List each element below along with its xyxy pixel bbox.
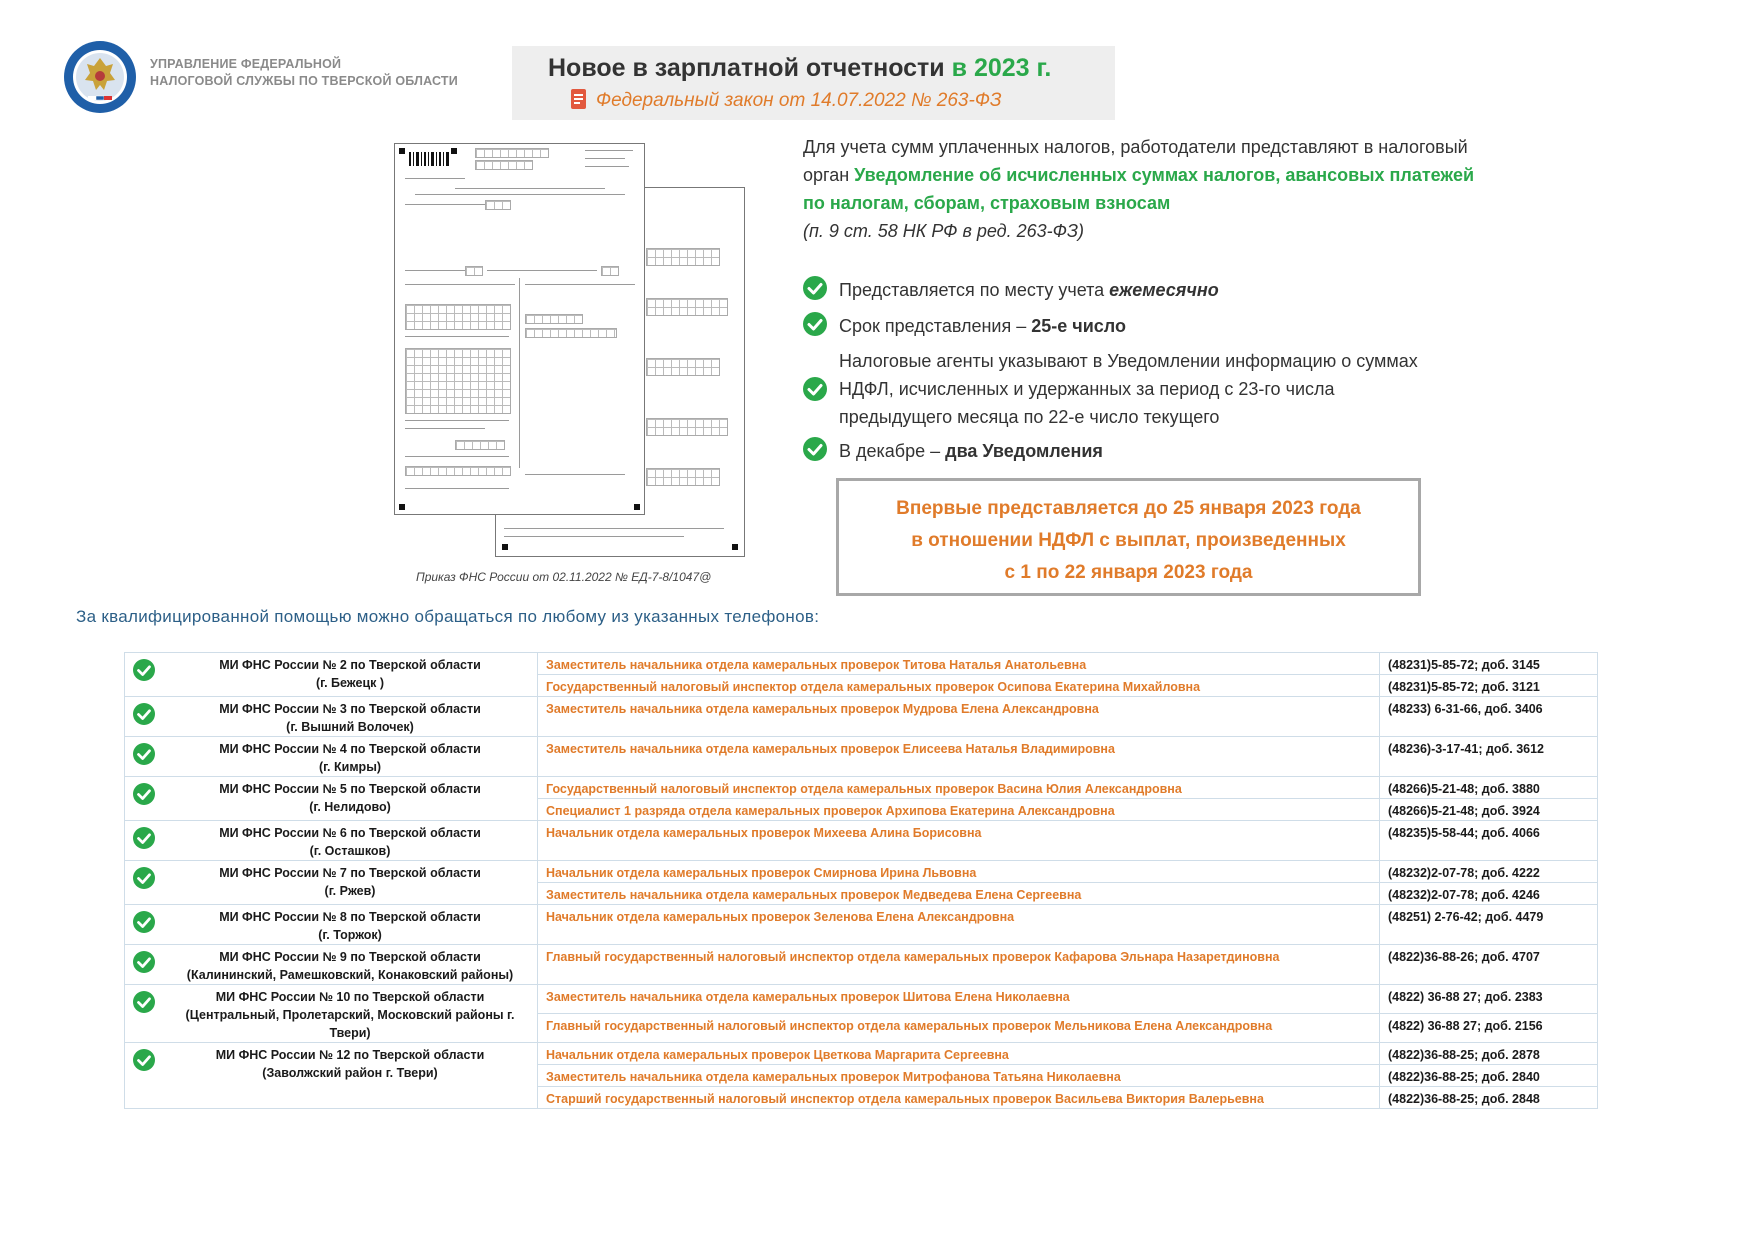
- contact-person: Заместитель начальника отдела камеральных проверок Митрофанова Татьяна Николаевна: [538, 1065, 1380, 1087]
- bullet-text: Срок представления –: [839, 316, 1032, 336]
- contact-person: Главный государственный налоговый инспектор отдела камеральных проверок Кафарова Эльнара Назаретдиновна: [538, 945, 1380, 985]
- document-icon: [570, 88, 588, 110]
- notice-line2: в отношении НДФЛ с выплат, произведенных: [911, 530, 1346, 551]
- office-name: МИ ФНС России № 5 по Тверской области: [219, 782, 481, 796]
- contact-person: Начальник отдела камеральных проверок Зеленова Елена Александровна: [538, 905, 1380, 945]
- table-row: [125, 821, 1598, 861]
- table-row: [125, 905, 1598, 945]
- contacts-table: [124, 652, 1598, 1109]
- contact-person: Государственный налоговый инспектор отдела камеральных проверок Васина Юлия Александровна: [538, 777, 1380, 799]
- contact-phone: (48232)2-07-78; доб. 4222: [1380, 861, 1598, 883]
- notification-name: Уведомление об исчисленных суммах налогов, авансовых платежей по налогам, сборам, страховым взносам: [803, 165, 1475, 213]
- form-thumbnail-page1: [394, 143, 645, 515]
- checkmark-icon: [133, 1049, 155, 1071]
- table-row: [125, 861, 1598, 883]
- contact-person: Начальник отдела камеральных проверок Цветкова Маргарита Сергеевна: [538, 1043, 1380, 1065]
- office-area: (г. Кимры): [318, 760, 382, 774]
- help-heading: За квалифицированной помощью можно обращаться по любому из указанных телефонов:: [76, 607, 820, 626]
- contact-person: Заместитель начальника отдела камеральных проверок Мудрова Елена Александровна: [538, 697, 1380, 737]
- checkmark-icon: [133, 991, 155, 1013]
- contact-phone: (48232)2-07-78; доб. 4246: [1380, 883, 1598, 905]
- bullet-text: Налоговые агенты указывают в Уведомлении информацию о суммах НДФЛ, исчисленных и удержанных за период с 23-го числа предыдущего месяца по 22-е число текущего: [839, 351, 1418, 427]
- table-row: [125, 1043, 1598, 1065]
- contact-person: Заместитель начальника отдела камеральных проверок Елисеева Наталья Владимировна: [538, 737, 1380, 777]
- notice-line3: с 1 по 22 января 2023 года: [1004, 562, 1253, 583]
- office-name: МИ ФНС России № 6 по Тверской области: [219, 826, 481, 840]
- office-cell: [125, 777, 538, 821]
- contact-phone: (4822)36-88-25; доб. 2840: [1380, 1065, 1598, 1087]
- checkmark-icon: [133, 743, 155, 765]
- office-name: МИ ФНС России № 8 по Тверской области: [219, 910, 481, 924]
- office-cell: [125, 1043, 538, 1109]
- checkmark-icon: [133, 911, 155, 933]
- title-banner: [512, 46, 1115, 120]
- contact-phone: (4822)36-88-25; доб. 2848: [1380, 1087, 1598, 1109]
- organization-name: [150, 56, 458, 90]
- office-cell: [125, 737, 538, 777]
- contact-phone: (4822) 36-88 27; доб. 2383: [1380, 985, 1598, 1014]
- office-cell: [125, 945, 538, 985]
- office-cell: [125, 905, 538, 945]
- barcode-icon: [409, 152, 449, 166]
- office-area: (Центральный, Пролетарский, Московский районы г. Твери): [185, 1008, 515, 1040]
- contact-phone: (48266)5-21-48; доб. 3880: [1380, 777, 1598, 799]
- checkmark-icon: [803, 276, 827, 300]
- office-cell: [125, 985, 538, 1043]
- bullet-text: В декабре –: [839, 441, 946, 461]
- office-name: МИ ФНС России № 10 по Тверской области: [215, 990, 485, 1004]
- office-area: (г. Вышний Волочек): [286, 720, 414, 734]
- contact-person: Главный государственный налоговый инспектор отдела камеральных проверок Мельникова Елена Александровна: [538, 1014, 1380, 1043]
- bullet-strong: два Уведомления: [945, 441, 1103, 461]
- office-cell: [125, 821, 538, 861]
- contact-phone: (48233) 6-31-66, доб. 3406: [1380, 697, 1598, 737]
- fns-emblem-logo: [63, 40, 137, 114]
- law-subtitle: Федеральный закон от 14.07.2022 № 263-ФЗ: [596, 90, 1002, 111]
- office-name: МИ ФНС России № 4 по Тверской области: [219, 742, 481, 756]
- contact-person: Начальник отдела камеральных проверок Смирнова Ирина Львовна: [538, 861, 1380, 883]
- office-cell: [125, 653, 538, 697]
- contact-phone: (48251) 2-76-42; доб. 4479: [1380, 905, 1598, 945]
- notice-line1: Впервые представляется до 25 января 2023 года: [896, 498, 1361, 519]
- contact-phone: (48231)5-85-72; доб. 3121: [1380, 675, 1598, 697]
- legal-reference: (п. 9 ст. 58 НК РФ в ред. 263-ФЗ): [803, 221, 1084, 241]
- page-title: [548, 54, 1051, 83]
- checkmark-icon: [133, 659, 155, 681]
- page-title-year: в 2023 г.: [951, 54, 1052, 82]
- office-area: (г. Торжок): [318, 928, 382, 942]
- office-cell: [125, 861, 538, 905]
- contact-person: Начальник отдела камеральных проверок Михеева Алина Борисовна: [538, 821, 1380, 861]
- office-area: (Калининский, Рамешковский, Конаковский районы): [186, 968, 514, 982]
- office-name: МИ ФНС России № 2 по Тверской области: [219, 658, 481, 672]
- page-title-main: Новое в зарплатной отчетности: [548, 54, 952, 82]
- organization-name-line2: НАЛОГОВОЙ СЛУЖБЫ ПО ТВЕРСКОЙ ОБЛАСТИ: [150, 74, 458, 88]
- checkmark-icon: [803, 312, 827, 336]
- table-row: [125, 985, 1598, 1014]
- office-area: (Заволжский район г. Твери): [262, 1066, 438, 1080]
- office-name: МИ ФНС России № 3 по Тверской области: [219, 702, 481, 716]
- contact-person: Заместитель начальника отдела камеральных проверок Шитова Елена Николаевна: [538, 985, 1380, 1014]
- form-caption: Приказ ФНС России от 02.11.2022 № ЕД-7-8/1047@: [416, 570, 712, 584]
- checkmark-icon: [133, 703, 155, 725]
- contact-phone: (4822)36-88-26; доб. 4707: [1380, 945, 1598, 985]
- checkmark-icon: [803, 377, 827, 401]
- table-row: [125, 653, 1598, 675]
- contact-phone: (48235)5-58-44; доб. 4066: [1380, 821, 1598, 861]
- office-name: МИ ФНС России № 7 по Тверской области: [219, 866, 481, 880]
- contact-phone: (4822)36-88-25; доб. 2878: [1380, 1043, 1598, 1065]
- contact-person: Старший государственный налоговый инспектор отдела камеральных проверок Васильева Виктория Валерьевна: [538, 1087, 1380, 1109]
- checkmark-icon: [803, 437, 827, 461]
- office-cell: [125, 697, 538, 737]
- contact-phone: (4822) 36-88 27; доб. 2156: [1380, 1014, 1598, 1043]
- contact-person: Заместитель начальника отдела камеральных проверок Титова Наталья Анатольевна: [538, 653, 1380, 675]
- first-submission-notice: [836, 478, 1421, 596]
- checkmark-icon: [133, 867, 155, 889]
- table-row: [125, 737, 1598, 777]
- office-area: (г. Ржев): [324, 884, 376, 898]
- checkmark-icon: [133, 827, 155, 849]
- contact-person: Специалист 1 разряда отдела камеральных проверок Архипова Екатерина Александровна: [538, 799, 1380, 821]
- intro-text: Для учета сумм уплаченных налогов, работодатели представляют в налоговый орган: [803, 137, 1468, 185]
- contact-phone: (48236)-3-17-41; доб. 3612: [1380, 737, 1598, 777]
- bullet-strong: 25-е число: [1031, 316, 1126, 336]
- table-row: [125, 777, 1598, 799]
- office-name: МИ ФНС России № 9 по Тверской области: [219, 950, 481, 964]
- contact-phone: (48231)5-85-72; доб. 3145: [1380, 653, 1598, 675]
- contact-person: Государственный налоговый инспектор отдела камеральных проверок Осипова Екатерина Михайловна: [538, 675, 1380, 697]
- contact-phone: (48266)5-21-48; доб. 3924: [1380, 799, 1598, 821]
- table-row: [125, 945, 1598, 985]
- office-area: (г. Нелидово): [309, 800, 391, 814]
- office-area: (г. Осташков): [309, 844, 391, 858]
- office-area: (г. Бежецк ): [315, 676, 385, 690]
- bullet-strong: ежемесячно: [1109, 280, 1219, 300]
- checkmark-icon: [133, 783, 155, 805]
- table-row: [125, 697, 1598, 737]
- bullet-text: Представляется по месту учета: [839, 280, 1110, 300]
- intro-paragraph: [803, 133, 1483, 245]
- contact-person: Заместитель начальника отдела камеральных проверок Медведева Елена Сергеевна: [538, 883, 1380, 905]
- checkmark-icon: [133, 951, 155, 973]
- organization-name-line1: УПРАВЛЕНИЕ ФЕДЕРАЛЬНОЙ: [150, 57, 342, 71]
- office-name: МИ ФНС России № 12 по Тверской области: [215, 1048, 485, 1062]
